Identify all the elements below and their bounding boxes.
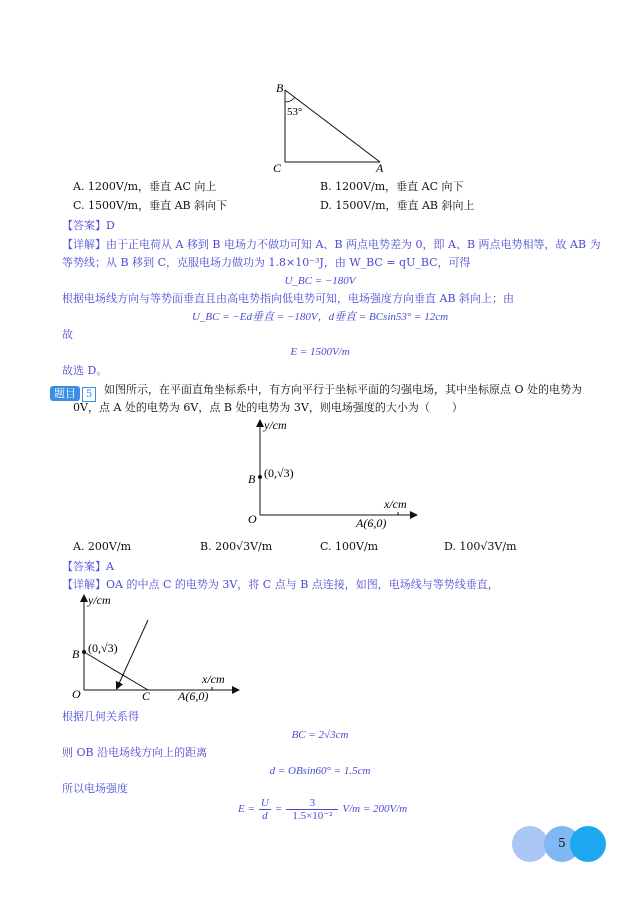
frac2-den: 1.5×10⁻² <box>292 809 333 822</box>
fig2-c-label: C <box>142 689 151 702</box>
q5-eq1: BC = 2√3cm <box>291 729 349 741</box>
angle-label: 53° <box>287 106 303 118</box>
q5-option-a: A. 200V/m <box>73 540 132 553</box>
q5-tag-label: 题目 <box>50 386 80 401</box>
q4-option-b: B. 1200V/m，垂直 AC 向下 <box>320 180 464 193</box>
q4-option-a: A. 1200V/m，垂直 AC 向上 <box>73 180 217 193</box>
origin-label: O <box>248 512 257 526</box>
q4-eq2: U_BC = −Ed垂直 = −180V，d垂直 = BCsin53° = 12cm <box>191 311 449 323</box>
fig2-origin: O <box>72 687 81 701</box>
page-number: 5 <box>558 836 566 850</box>
fig2-x-axis: x/cm <box>202 672 225 686</box>
q4-answer: 【答案】D <box>62 219 115 232</box>
fig2-b-coord: (0,√3) <box>88 641 118 655</box>
q5-geo: 根据几何关系得 <box>62 710 139 723</box>
a-label: A(6,0) <box>356 516 387 530</box>
q5-question-1: 如图所示，在平面直角坐标系中，有方向平行于坐标平面的匀强电场，其中坐标原点 O 处的电势为 <box>104 383 583 396</box>
b-label: B <box>248 472 256 486</box>
q5-eq3 <box>238 794 407 824</box>
frac1-num: U <box>260 796 269 809</box>
q4-explain-3: 根据电场线方向与等势面垂直且由高电势指向低电势可知，电场强度方向垂直 AB 斜向上；由 <box>62 292 515 305</box>
page-number-badge <box>570 826 606 862</box>
q4-eq1: U_BC = −180V <box>284 275 356 287</box>
q5-eq2: d = OBsin60° = 1.5cm <box>269 765 371 777</box>
eq3-rhs: V/m = 200V/m <box>342 803 408 815</box>
eq3-lhs: E = <box>238 803 255 815</box>
q4-conclusion: 故选 D。 <box>62 364 108 377</box>
label-c: C <box>273 161 282 175</box>
label-a: A <box>376 161 384 175</box>
q5-tag <box>50 382 96 402</box>
fig2-y-axis: y/cm <box>88 593 111 607</box>
q4-explain-1: 【详解】由于正电荷从 A 移到 B 电场力不做功可知 A、B 两点电势差为 0，即 A、B 两点电势相等，故 AB 为 <box>62 238 601 251</box>
q5-question-2: 0V，点 A 处的电势为 6V，点 B 处的电势为 3V，则电场强度的大小为（ ） <box>73 401 463 414</box>
y-axis-label: y/cm <box>264 418 287 432</box>
page-circle-decoration <box>512 826 548 862</box>
frac1-den: d <box>262 809 268 822</box>
q5-tag-number: 5 <box>82 387 96 402</box>
q5-option-b: B. 200√3V/m <box>200 540 273 553</box>
label-b: B <box>276 82 284 95</box>
fraction-1 <box>259 797 271 822</box>
fig2-a-label: A(6,0) <box>178 689 209 702</box>
q5-option-d: D. 100√3V/m <box>444 540 517 553</box>
q5-field-text: 所以电场强度 <box>62 782 128 795</box>
q4-option-c: C. 1500V/m，垂直 AB 斜向下 <box>73 199 228 212</box>
coordinate-figure <box>240 415 420 535</box>
x-axis-label: x/cm <box>384 497 407 511</box>
q4-so: 故 <box>62 328 73 341</box>
b-coord: (0,√3) <box>264 466 294 480</box>
q4-eq3: E = 1500V/m <box>290 346 350 358</box>
explanation-figure <box>62 590 242 702</box>
frac2-num: 3 <box>309 796 316 809</box>
fraction-2 <box>286 797 338 822</box>
fig2-b-label: B <box>72 647 80 661</box>
q5-explain-1: 【详解】OA 的中点 C 的电势为 3V，将 C 点与 B 点连接，如图，电场线与等势线垂直， <box>62 578 499 591</box>
q5-dist-text: 则 OB 沿电场线方向上的距离 <box>62 746 208 759</box>
eq3-mid: = <box>274 803 283 815</box>
q4-option-d: D. 1500V/m，垂直 AB 斜向上 <box>320 199 475 212</box>
q5-option-c: C. 100V/m <box>320 540 379 553</box>
triangle-figure <box>268 82 388 182</box>
q4-explain-2: 等势线；从 B 移到 C，克服电场力做功为 1.8×10⁻³J，由 W_BC = qU_BC，可得 <box>62 256 471 269</box>
q5-answer: 【答案】A <box>62 560 114 573</box>
